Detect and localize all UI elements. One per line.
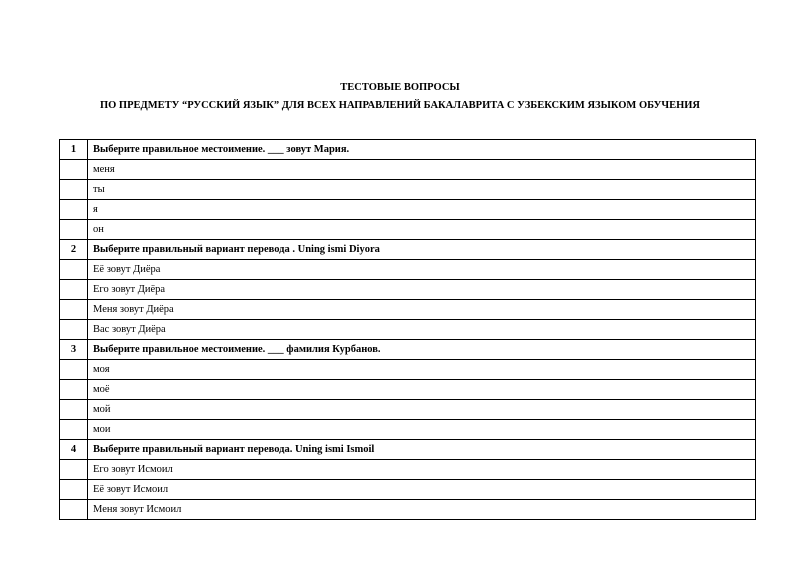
question-text: Выберите правильное местоимение. ___ фамилия Курбанов. <box>88 340 756 360</box>
answer-option-row <box>60 180 756 200</box>
answer-option: Его зовут Исмоил <box>88 460 756 480</box>
document-title: ТЕСТОВЫЕ ВОПРОСЫ <box>340 82 460 93</box>
answer-option-row <box>60 200 756 220</box>
answer-option-row <box>60 260 756 280</box>
answer-option: я <box>88 200 756 220</box>
answer-option: ты <box>88 180 756 200</box>
answer-option-row <box>60 460 756 480</box>
answer-option-row <box>60 300 756 320</box>
answer-option: мой <box>88 400 756 420</box>
option-number-cell <box>60 200 88 220</box>
option-number-cell <box>60 420 88 440</box>
answer-option: Меня зовут Исмоил <box>88 500 756 520</box>
option-number-cell <box>60 320 88 340</box>
answer-option: мои <box>88 420 756 440</box>
answer-option-row <box>60 220 756 240</box>
option-number-cell <box>60 280 88 300</box>
question-text: Выберите правильный вариант перевода . Uning ismi Diyora <box>88 240 756 260</box>
option-number-cell <box>60 160 88 180</box>
answer-option-row <box>60 160 756 180</box>
answer-option-row <box>60 360 756 380</box>
option-number-cell <box>60 480 88 500</box>
option-number-cell <box>60 260 88 280</box>
question-row <box>60 440 756 460</box>
question-number: 3 <box>60 340 88 360</box>
option-number-cell <box>60 220 88 240</box>
option-number-cell <box>60 380 88 400</box>
answer-option-row <box>60 500 756 520</box>
answer-option-row <box>60 320 756 340</box>
answer-option: Её зовут Исмоил <box>88 480 756 500</box>
option-number-cell <box>60 360 88 380</box>
question-row <box>60 140 756 160</box>
option-number-cell <box>60 400 88 420</box>
question-row <box>60 340 756 360</box>
question-text: Выберите правильный вариант перевода. Uning ismi Ismoil <box>88 440 756 460</box>
answer-option: он <box>88 220 756 240</box>
answer-option: моя <box>88 360 756 380</box>
document-subtitle: ПО ПРЕДМЕТУ “РУССКИЙ ЯЗЫК” ДЛЯ ВСЕХ НАПРАВЛЕНИЙ БАКАЛАВРИТА С УЗБЕКСКИМ ЯЗЫКОМ ОБУЧЕНИЯ <box>99 100 701 111</box>
answer-option-row <box>60 280 756 300</box>
question-number: 1 <box>60 140 88 160</box>
answer-option: Меня зовут Диёра <box>88 300 756 320</box>
answer-option: меня <box>88 160 756 180</box>
answer-option: Вас зовут Диёра <box>88 320 756 340</box>
answer-option-row <box>60 480 756 500</box>
option-number-cell <box>60 460 88 480</box>
answer-option-row <box>60 400 756 420</box>
answer-option: моё <box>88 380 756 400</box>
question-number: 2 <box>60 240 88 260</box>
question-row <box>60 240 756 260</box>
option-number-cell <box>60 300 88 320</box>
answer-option-row <box>60 380 756 400</box>
option-number-cell <box>60 500 88 520</box>
answer-option: Его зовут Диёра <box>88 280 756 300</box>
questions-table <box>59 139 756 520</box>
answer-option-row <box>60 420 756 440</box>
question-text: Выберите правильное местоимение. ___ зовут Мария. <box>88 140 756 160</box>
question-number: 4 <box>60 440 88 460</box>
option-number-cell <box>60 180 88 200</box>
answer-option: Её зовут Диёра <box>88 260 756 280</box>
